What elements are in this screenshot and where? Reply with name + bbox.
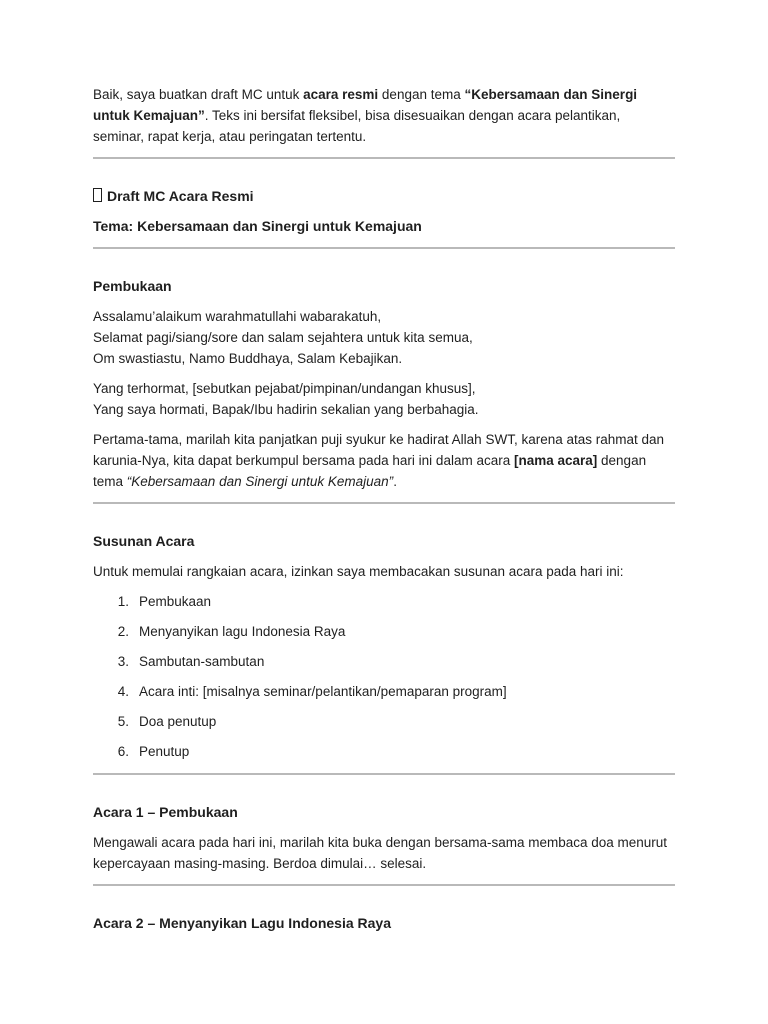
- list-item-number: 1.: [117, 594, 129, 609]
- intro-bold-1: acara resmi: [303, 87, 379, 102]
- list-item-text: Menyanyikan lagu Indonesia Raya: [139, 624, 346, 639]
- list-item: [93, 741, 675, 763]
- list-item: [93, 591, 675, 621]
- event-1-paragraph: Mengawali acara pada hari ini, marilah kita buka dengan bersama-sama membaca doa menurut kepercayaan masing-masing. Berdoa dimulai… selesai.: [93, 835, 668, 871]
- list-item-number: 5.: [117, 714, 129, 729]
- intro-text-3: . Teks ini bersifat fleksibel, bisa disesuaikan dengan acara pelantikan, seminar, rapat kerja, atau peringatan tertentu.: [93, 108, 621, 144]
- section-heading-opening: Pembukaan: [93, 278, 172, 294]
- gratitude-paragraph: [93, 429, 675, 492]
- document-title: [93, 186, 675, 207]
- list-item-number: 4.: [117, 684, 129, 699]
- intro-text-1: Baik, saya buatkan draft MC untuk: [93, 87, 304, 102]
- list-item: [93, 711, 675, 741]
- document-body: [93, 84, 675, 934]
- greeting-line: Assalamu’alaikum warahmatullahi wabarakatuh,: [93, 309, 382, 324]
- list-item-text: Penutup: [139, 744, 190, 759]
- greeting-line: Selamat pagi/siang/sore dan salam sejahtera untuk kita semua,: [93, 330, 473, 345]
- document-title-text: Draft MC Acara Resmi: [107, 188, 254, 204]
- divider: [93, 773, 675, 775]
- intro-text-2: dengan tema: [378, 87, 465, 102]
- list-item-text: Doa penutup: [139, 714, 217, 729]
- divider: [93, 884, 675, 886]
- placeholder-box-icon: [93, 188, 102, 202]
- greeting-paragraph: [93, 306, 675, 369]
- divider: [93, 247, 675, 249]
- agenda-list: [93, 591, 675, 763]
- event-name-placeholder: [nama acara]: [513, 453, 598, 468]
- list-item-text: Sambutan-sambutan: [139, 654, 265, 669]
- list-item: [93, 681, 675, 711]
- section-heading-event-2: Acara 2 – Menyanyikan Lagu Indonesia Raya: [93, 915, 392, 931]
- gratitude-text-2: dengan tema: [93, 453, 647, 489]
- list-item: [93, 621, 675, 651]
- intro-paragraph: [93, 84, 675, 147]
- list-item-number: 2.: [117, 624, 129, 639]
- section-heading-agenda: Susunan Acara: [93, 533, 195, 549]
- gratitude-theme-italic: “Kebersamaan dan Sinergi untuk Kemajuan”: [126, 474, 394, 489]
- list-item-text: Pembukaan: [139, 594, 212, 609]
- list-item-text: Acara inti: [misalnya seminar/pelantikan/pemaparan program]: [139, 684, 507, 699]
- greeting-line: Om swastiastu, Namo Buddhaya, Salam Kebajikan.: [93, 351, 403, 366]
- agenda-intro: Untuk memulai rangkaian acara, izinkan saya membacakan susunan acara pada hari ini:: [93, 564, 624, 579]
- document-theme: Tema: Kebersamaan dan Sinergi untuk Kemajuan: [93, 218, 422, 234]
- respect-line: Yang terhormat, [sebutkan pejabat/pimpinan/undangan khusus],: [93, 381, 476, 396]
- respect-paragraph: [93, 378, 675, 420]
- divider: [93, 502, 675, 504]
- section-heading-event-1: Acara 1 – Pembukaan: [93, 804, 238, 820]
- gratitude-text-1: Pertama-tama, marilah kita panjatkan puji syukur ke hadirat Allah SWT, karena atas rahmat dan karunia-Nya, kita dapat berkumpul bersama pada hari ini dalam acara: [93, 432, 665, 468]
- list-item: [93, 651, 675, 681]
- respect-line: Yang saya hormati, Bapak/Ibu hadirin sekalian yang berbahagia.: [93, 402, 479, 417]
- intro-theme-bold: “Kebersamaan dan Sinergi untuk Kemajuan”: [93, 87, 638, 123]
- gratitude-text-3: .: [393, 474, 397, 489]
- divider: [93, 157, 675, 159]
- list-item-number: 6.: [117, 744, 129, 759]
- list-item-number: 3.: [117, 654, 129, 669]
